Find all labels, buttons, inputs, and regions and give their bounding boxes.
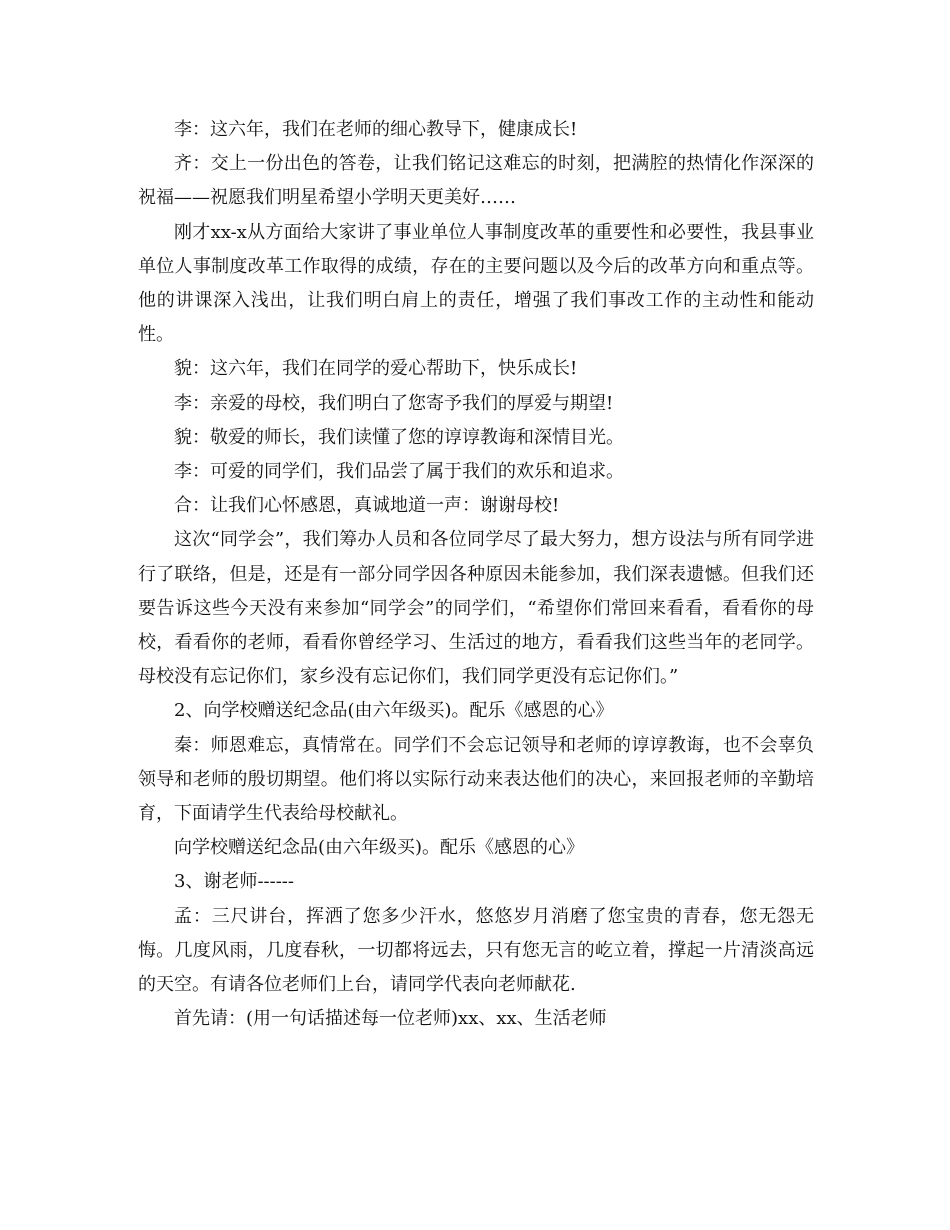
- paragraph-reform: 刚才xx-x从方面给大家讲了事业单位人事制度改革的重要性和必要性，我县事业单位人事制度改革工作取得的成绩，存在的主要问题以及今后的改革方向和重点等。他的讲课深入浅出，让我们明白肩上的责任，增强了我们事改工作的主动性和能动性。: [138, 221, 814, 346]
- paragraph-reunion: 这次“同学会”，我们筹办人员和各位同学尽了最大努力，想方设法与所有同学进行了联络，但是，还是有一部分同学因各种原因未能参加，我们深表遗憾。但我们还要告诉这些今天没有来参加“同学会”的同学们，“希望你们常回来看看，看看你的母校，看看你的老师，看看你曾经学习、生活过的地方，看看我们这些当年的老同学。母校没有忘记你们，家乡没有忘记你们，我们同学更没有忘记你们。”: [138, 529, 814, 688]
- paragraph-mao-2: 貌：敬爱的师长，我们读懂了您的谆谆教诲和深情目光。: [174, 426, 624, 448]
- paragraph-meng: 孟：三尺讲台，挥洒了您多少汗水，悠悠岁月消磨了您宝贵的青春，您无怨无悔。几度风雨，几度春秋，一切都将远去，只有您无言的屹立着，撑起一片清淡高远的天空。有请各位老师们上台，请同学代表向老师献花.: [138, 905, 814, 996]
- paragraph-first: 首先请：(用一句话描述每一位老师)xx、xx、生活老师: [174, 1008, 607, 1030]
- paragraph-li-2: 李：亲爱的母校，我们明白了您寄予我们的厚爱与期望!: [174, 392, 614, 414]
- paragraph-mao-1: 貌：这六年，我们在同学的爱心帮助下，快乐成长!: [174, 358, 578, 380]
- section-heading-3: 3、谢老师------: [174, 871, 294, 893]
- document-body: [138, 113, 814, 1036]
- paragraph-qin: 秦：师恩难忘，真情常在。同学们不会忘记领导和老师的谆谆教诲，也不会辜负领导和老师的殷切期望。他们将以实际行动来表达他们的决心，来回报老师的辛勤培育，下面请学生代表给母校献礼。: [138, 734, 814, 825]
- paragraph-gift: 向学校赠送纪念品(由六年级买)。配乐《感恩的心》: [174, 837, 585, 859]
- section-heading-2: 2、向学校赠送纪念品(由六年级买)。配乐《感恩的心》: [174, 700, 614, 722]
- paragraph-qi: 齐：交上一份出色的答卷，让我们铭记这难忘的时刻，把满腔的热情化作深深的祝福——祝愿我们明星希望小学明天更美好……: [138, 153, 814, 209]
- paragraph-li-1: 李：这六年，我们在老师的细心教导下，健康成长!: [174, 119, 578, 140]
- paragraph-he: 合：让我们心怀感恩，真诚地道一声：谢谢母校!: [174, 495, 560, 517]
- paragraph-li-3: 李：可爱的同学们，我们品尝了属于我们的欢乐和追求。: [174, 461, 624, 483]
